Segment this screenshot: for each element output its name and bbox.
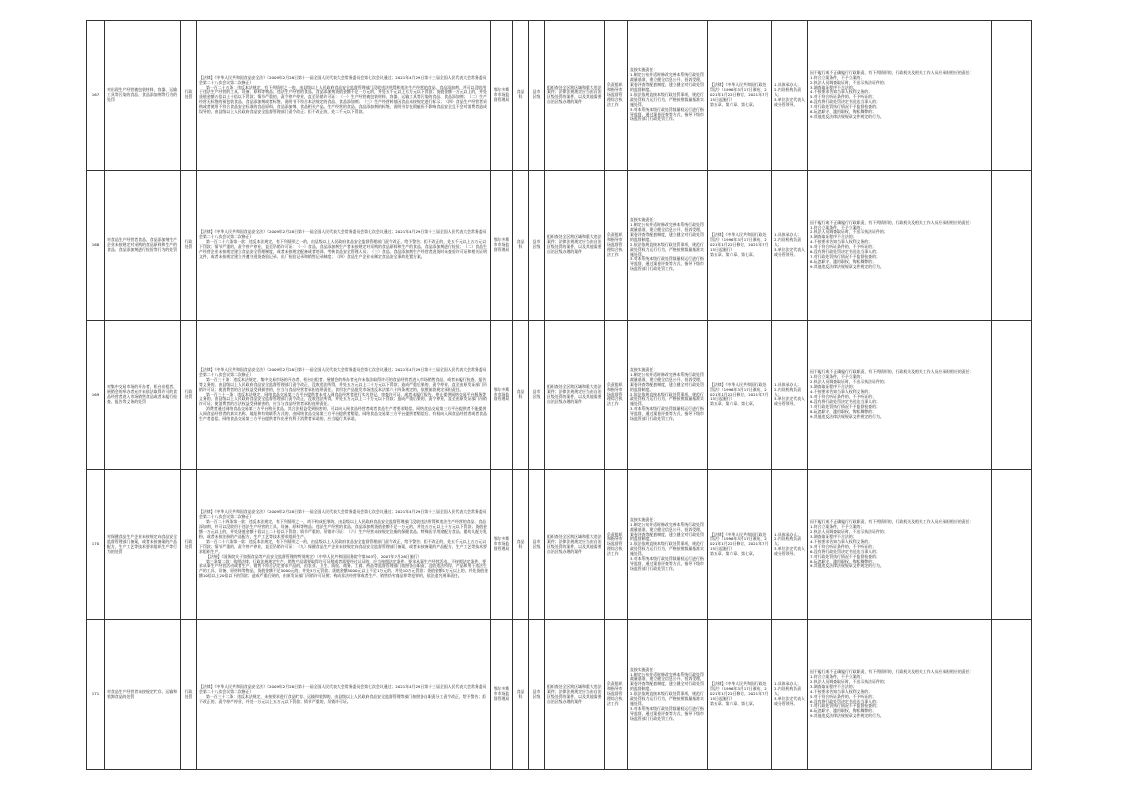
item-name-cell: 对集中交易市场的开办者、柜台出租者、展销会的举办者允许未依法取得许可的食品经营者进入市场销售食品或者未履行检查、报告等义务的处罚 [105, 320, 181, 470]
paragraph: 3.调查取证程序不合法的； [810, 683, 857, 689]
paragraph: 【法律】《中华人民共和国食品安全法》（2009年2月28日第十一届全国人民代表大会常务委员会第七次会议通过；2021年4月29日第十三届全国人民代表大会常务委员会第二十八次会议第二次修正） [199, 367, 487, 377]
paragraph: 因不履行或不正确履行行政职责，有下列情形的，行政机关及相关工作人员应承担相应的责任： [810, 369, 974, 375]
paragraph: 2.内设机构负责人； [774, 236, 802, 247]
paragraph: 1.具体承办人； [774, 82, 802, 88]
paragraph: 8.玩忽职守、滥用职权、徇私舞弊的； [810, 408, 876, 414]
paragraph: 7.对行政处罚执行情况不予监督检查的； [810, 403, 880, 409]
department-cell: 鄂尔多斯市市场监督管理局 [491, 620, 513, 770]
scope-cell: 组织查处全区跨区域和重大违法案件；法律法规规定应当由自治区级处罚的案件，以及其他需要自治区级办理的案件 [545, 170, 605, 320]
paragraph: 8.玩忽职守、滥用职权、徇私舞弊的； [810, 109, 876, 115]
paragraph: 6.没有将行政处罚决定书送达当事人的； [810, 548, 880, 554]
level-cell: 县市区级 [529, 470, 545, 620]
paragraph: 3.单位法定代表人或分管领导。 [774, 546, 805, 557]
paragraph: 2.依法依规直接本级行政处罚事项，规范行政处罚权力运行行为，严格按照裁量基准实施处罚。 [630, 241, 704, 257]
paragraph: 2.内设机构负责人； [774, 536, 802, 547]
subject-cell: 负责组织和指导市场监督管理综合执法工作 [605, 470, 628, 620]
paragraph: 1.具体承办人； [774, 681, 802, 687]
item-category-cell: 行政处罚 [181, 620, 197, 770]
responsible-persons-cell [772, 170, 808, 320]
legal-basis-cell [197, 620, 491, 770]
table-row [87, 470, 1032, 620]
accountability-basis-cell [708, 320, 772, 470]
paragraph: 2.依法依规直接本级行政处罚事项，规范行政处罚权力运行行为，严格按照裁量基准实施处罚。 [630, 541, 704, 557]
paragraph: 直接实施责任： [630, 516, 658, 522]
duty-cell [628, 620, 708, 770]
liability-items-cell [808, 620, 992, 770]
paragraph: 第五章、第六章、第七章。 [710, 401, 757, 407]
scope-cell: 组织查处全区跨区域和重大违法案件；法律法规规定应当由自治区级处罚的案件，以及其他需要自治区级办理的案件 [545, 320, 605, 470]
remarks-cell [992, 620, 1032, 770]
liability-items-cell [808, 320, 992, 470]
paragraph: 第一百三十二条：违反本法规定，未按要求进行食品贮存、运输和装卸的，由县级以上人民政府食品安全监督管理等部门按照各自职责分工责令改正，给予警告；拒不改正的，责令停产停业，并处一万元以上五万元以下罚款；情节严重的，吊销许可证。 [199, 693, 487, 704]
paragraph: 1.制定公布并适时修改完善本系统行政处罚裁量基准，建立健全信息公开、投诉受理、案卷评查等配套制度，建立健全对行政处罚的监督制度。 [630, 72, 704, 93]
paragraph: 直接实施责任： [630, 67, 658, 73]
department-cell: 鄂尔多斯市市场监督管理局 [491, 170, 513, 320]
paragraph: 8.玩忽职守、滥用职权、徇私舞弊的； [810, 558, 876, 564]
paragraph: 4.不按要求告知当事人权利义务的； [810, 239, 873, 245]
paragraph: 9.其他违反法律法规规章文件规定的行为。 [810, 413, 884, 419]
paragraph: 1.制定公布并适时修改完善本系统行政处罚裁量基准，建立健全信息公开、投诉受理、案卷评查等配套制度，建立健全对行政处罚的监督制度。 [630, 222, 704, 242]
duty-cell [628, 320, 708, 470]
paragraph: 5.对于符合听证条件的，不予听证的； [810, 543, 876, 549]
paragraph: 7.对行政处罚执行情况不予监督检查的； [810, 553, 880, 559]
accountability-basis-cell [708, 170, 772, 320]
paragraph: 第一百二十六条第一款：违反本法规定，有下列情形之一的，由县级以上人民政府食品安全监督管理部门责令改正，给予警告；拒不改正的，处五千元以上五万元以下罚款；情节严重的，责令停产停业，直至吊销许可证：（九）保健食品生产企业未按规定向食品安全监督管理部门备案，或者未按备案的产品配方、生产工艺等技术要求组织生产。 [199, 538, 487, 554]
paragraph: 第一百二十五条：违反本法规定，有下列情形之一的，由县级以上人民政府食品安全监督管理部门没收违法所得和违法生产经营的食品、食品添加剂，并可以没收用于违法生产经营的工具、设备、原料等物品；违法生产经营的食品、食品添加剂货值金额不足一万元的，并处五千元以上五万元以下罚款；货值金额一万元以上的，并处货值金额五倍以上十倍以下罚款；情节严重的，责令停产停业，直至吊销许可证：（一）生产经营被包装材料、容器、运输工具等污染的食品、食品添加剂；（二）生产经营无标签的预包装食品、食品添加剂或者标签、说明书不符合本法规定的食品、食品添加剂；（三）生产经营转基因食品未按规定进行标示；（四）食品生产经营者采购或者使用不符合食品安全标准的食品原料、食品添加剂、食品相关产品。生产经营的食品、食品添加剂的标签、说明书存在瑕疵但不影响食品安全且不会对消费者造成误导的，由县级以上人民政府食品安全监督管理部门责令改正；拒不改正的，处二千元以下罚款。 [199, 84, 487, 115]
paragraph: 7.对行政处罚执行情况不予监督检查的； [810, 104, 880, 110]
liability-items-cell [808, 470, 992, 620]
department-cell: 鄂尔多斯市市场监督管理局 [491, 470, 513, 620]
subject-cell: 负责组织和指导市场监督管理综合执法工作 [605, 170, 628, 320]
paragraph: 6.没有将行政处罚决定书送达当事人的； [810, 398, 880, 404]
duty-cell [628, 470, 708, 620]
scope-cell: 组织查处全区跨区域和重大违法案件；法律法规规定应当由自治区级处罚的案件，以及其他需要自治区级办理的案件 [545, 470, 605, 620]
responsible-persons-cell [772, 620, 808, 770]
paragraph: 直接实施责任： [630, 367, 658, 372]
paragraph: 第五章、第六章、第七章。 [710, 101, 757, 107]
paragraph: 4.不按要求告知当事人权利义务的； [810, 538, 873, 544]
paragraph: 3.对本系统本级行政处罚裁量权运行进行指导监督，通过案卷评查等方式，指导下级市场监管部门行政处罚工作。 [630, 406, 704, 422]
paragraph: 1.符合立案条件，不予立案的； [810, 74, 865, 80]
paragraph: 9.其他违反法律法规规章文件规定的行为。 [810, 263, 884, 269]
paragraph: 2.依法依规直接本级行政处罚事项，规范行政处罚权力运行行为，严格按照裁量基准实施处罚。 [630, 91, 704, 107]
remarks-cell [992, 170, 1032, 320]
paragraph: 1.具体承办人； [774, 381, 802, 387]
subject-cell: 负责组织和指导市场监督管理综合执法工作 [605, 620, 628, 770]
subject-cell: 负责组织和指导市场监督管理综合执法工作 [605, 21, 628, 171]
row-number-cell: 170 [87, 470, 105, 620]
responsible-persons-cell [772, 470, 808, 620]
paragraph: 因不履行或不正确履行行政职责，有下列情形的，行政机关及相关工作人员应承担相应的责任： [810, 669, 974, 675]
paragraph: 3.单位法定代表人或分管领导。 [774, 246, 805, 257]
paragraph: 【法律】《中华人民共和国行政处罚法》（1996年3月17日颁布，2021年1月22日修订，2021年7月15日起施行） [710, 681, 769, 702]
paragraph: 1.制定公布并适时修改完善本系统行政处罚裁量基准，建立健全信息公开、投诉受理、案卷评查等配套制度，建立健全对行政处罚的监督制度。 [630, 371, 704, 392]
liability-items-cell [808, 21, 992, 171]
paragraph: 5.对于符合听证条件的，不予听证的； [810, 393, 876, 399]
accountability-basis-cell [708, 21, 772, 171]
accountability-basis-cell [708, 470, 772, 620]
item-name-cell: 对保健食品生产企业未按规定向食品安全监督管理部门备案，或者未按备案的产品配方、生产工艺等技术要求组织生产等行为的处罚 [105, 470, 181, 620]
office-cell: 食品科 [513, 320, 529, 470]
scope-cell: 组织查处全区跨区域和重大违法案件；法律法规规定应当由自治区级处罚的案件，以及其他需要自治区级办理的案件 [545, 620, 605, 770]
paragraph: 5.对于符合听证条件的，不予听证的； [810, 693, 876, 699]
duty-cell [628, 170, 708, 320]
level-cell: 县市区级 [529, 170, 545, 320]
subject-cell: 负责组织和指导市场监督管理综合执法工作 [605, 320, 628, 470]
paragraph: 8.玩忽职守、滥用职权、徇私舞弊的； [810, 258, 876, 264]
paragraph: 3.调查取证程序不合法的； [810, 384, 857, 390]
paragraph: 1.符合立案条件，不予立案的； [810, 224, 865, 230]
paragraph: 【法律】《中华人民共和国食品安全法》（2009年2月28日第十一届全国人民代表大会常务委员会第七次会议通过；2021年4月29日第十三届全国人民代表大会常务委员会第二十八次会议第二次修正） [199, 229, 487, 240]
item-name-cell: 对食品生产经营者未按规定贮存、运输和装卸食品的处罚 [105, 620, 181, 770]
table-row [87, 620, 1032, 770]
paragraph: 5.对于符合听证条件的，不予听证的； [810, 94, 876, 100]
remarks-cell [992, 320, 1032, 470]
paragraph: 1.制定公布并适时修改完善本系统行政处罚裁量基准，建立健全信息公开、投诉受理、案卷评查等配套制度，建立健全对行政处罚的监督制度。 [630, 671, 704, 692]
remarks-cell [992, 470, 1032, 620]
duty-cell [628, 21, 708, 171]
remarks-cell [992, 21, 1032, 171]
paragraph: 第三条第二款：依照法律、行政法规规定生产、销售产品需要取得许可证照或者需要经过认证的，应当按照法定条件、要求从事生产经营活动。不按照法定条件、要求从事生产经营活动或者生产、销售不符合法定要求产品的，由农业、卫生、质检、商务、工商、药品等监督管理部门依照各自职责，没收违法所得、产品和用于违法生产的工具、设备、原材料等物品，货值金额不足5000元的，并处5万元罚款；货值金额5000元以上不足1万元的，并处10万元罚款；货值金额1万元以上的，并处货值金额10倍以上20倍以下的罚款；造成严重后果的，由原发证部门吊销许可证照；构成非法经营罪或者生产、销售伪劣商品罪等犯罪的，依法追究刑事责任。 [199, 558, 488, 579]
paragraph: 3.对本系统本级行政处罚裁量权运行进行指导监督，通过案卷评查等方式，指导下级市场监管部门行政处罚工作。 [630, 556, 704, 571]
paragraph: 【法律】《中华人民共和国行政处罚法》（1996年3月17日颁布，2021年1月22日修订，2021年7月15日起施行） [710, 82, 769, 102]
item-category-cell: 行政处罚 [181, 470, 197, 620]
paragraph: 7.对行政处罚执行情况不予监督检查的； [810, 254, 880, 259]
office-cell: 食品科 [513, 620, 529, 770]
office-cell: 食品科 [513, 170, 529, 320]
power-list-table [86, 20, 1032, 770]
paragraph: 2.执法人员调查取证时，不出示执法证件的； [810, 529, 888, 535]
paragraph: 直接实施责任： [630, 666, 658, 672]
paragraph: 3.单位法定代表人或分管领导。 [774, 96, 805, 107]
paragraph: 【法律】《中华人民共和国行政处罚法》（1996年3月17日颁布，2021年1月22日修订，2021年7月15日起施行） [710, 381, 769, 402]
paragraph: 6.没有将行政处罚决定书送达当事人的； [810, 698, 880, 704]
paragraph: 3.对本系统本级行政处罚裁量权运行进行指导监督，通过案卷评查等方式，指导下级市场监管部门行政处罚工作。 [630, 705, 704, 721]
paragraph: 【法律】《中华人民共和国食品安全法》（2009年2月28日第十一届全国人民代表大会常务委员会第七次会议通过；2021年4月29日第十三届全国人民代表大会常务委员会第二十八次会议第二次修正） [199, 683, 487, 694]
row-number-cell: 171 [87, 620, 105, 770]
paragraph: 2.执法人员调查取证时，不出示执法证件的； [810, 229, 888, 235]
paragraph: 第一百二十四条第一款：违反本法规定，有下列情形之一，尚不构成犯罪的，由县级以上人民政府食品安全监督管理部门没收违法所得和违法生产经营的食品、食品添加剂，并可以没收用于违法生产经营的工具、设备、原料等物品；违法生产经营的食品、食品添加剂货值金额不足一万元的，并处五万元以上十万元以下罚款；货值金额一万元以上的，并处货值金额十倍以上二十倍以下罚款；情节严重的，吊销许可证：（六）生产经营未按规定注册的保健食品、特殊医学用途配方食品、婴幼儿配方乳粉，或者未按注册的产品配方、生产工艺等技术要求组织生产。 [199, 519, 487, 539]
paragraph: 【法律】《中华人民共和国行政处罚法》（1996年3月17日颁布，2021年1月22日修订，2021年7月15日起施行） [710, 231, 769, 252]
paragraph: 【法律】《中华人民共和国食品安全法》（2009年2月28日第十一届全国人民代表大会常务委员会第七次会议通过；2021年4月29日第十三届全国人民代表大会常务委员会第二十八次会议第二次修正） [199, 509, 487, 520]
legal-basis-cell [197, 470, 491, 620]
paragraph: 3.对本系统本级行政处罚裁量权运行进行指导监督，通过案卷评查等方式，指导下级市场监管部门行政处罚工作。 [630, 256, 704, 272]
paragraph: 第五章、第六章、第七章。 [710, 700, 757, 706]
table-body [87, 21, 1032, 770]
paragraph: 3.单位法定代表人或分管领导。 [774, 696, 805, 706]
paragraph: 第五章、第六章、第七章。 [710, 251, 757, 257]
paragraph: 9.其他违反法律法规规章文件规定的行为。 [810, 713, 884, 719]
paragraph: 2.内设机构负责人； [774, 87, 802, 97]
paragraph: 1.制定公布并适时修改完善本系统行政处罚裁量基准，建立健全信息公开、投诉受理、案卷评查等配套制度，建立健全对行政处罚的监督制度。 [630, 521, 704, 542]
department-cell: 鄂尔多斯市市场监督管理局 [491, 320, 513, 470]
office-cell: 食品科 [513, 470, 529, 620]
paragraph: 7.对行政处罚执行情况不予监督检查的； [810, 703, 880, 709]
row-number-cell: 168 [87, 170, 105, 320]
paragraph: 1.具体承办人； [774, 531, 802, 537]
paragraph: 2.依法依规直接本级行政处罚事项，规范行政处罚权力运行行为，严格按照裁量基准实施处罚。 [630, 391, 704, 407]
paragraph: 4.不按要求告知当事人权利义务的； [810, 389, 873, 395]
paragraph: 【法律】《中华人民共和国食品安全法》（2009年2月28日第十一届全国人民代表大会常务委员会第七次会议通过；2021年4月29日第十三届全国人民代表大会常务委员会第二十八次会议第二次修正） [199, 74, 487, 85]
paragraph: 因不履行或不正确履行行政职责，有下列情形的，行政机关及相关工作人员应承担相应的责任： [810, 69, 974, 75]
row-number-cell: 169 [87, 320, 105, 470]
item-category-cell: 行政处罚 [181, 21, 197, 171]
paragraph: 因不履行或不正确履行行政职责，有下列情形的，行政机关及相关工作人员应承担相应的责任： [810, 219, 974, 225]
paragraph: 2.内设机构负责人； [774, 686, 802, 697]
table-row [87, 170, 1032, 320]
accountability-basis-cell [708, 620, 772, 770]
paragraph: 3.对本系统本级行政处罚裁量权运行进行指导监督，通过案卷评查等方式，指导下级市场监管部门行政处罚工作。 [630, 106, 704, 122]
paragraph: 8.玩忽职守、滥用职权、徇私舞弊的； [810, 708, 876, 714]
paragraph: 6.没有将行政处罚决定书送达当事人的； [810, 249, 880, 255]
paragraph: 3.调查取证程序不合法的； [810, 533, 857, 539]
paragraph: 2.执法人员调查取证时，不出示执法证件的； [810, 379, 888, 385]
liability-items-cell [808, 170, 992, 320]
responsible-persons-cell [772, 21, 808, 171]
item-category-cell: 行政处罚 [181, 170, 197, 320]
responsible-persons-cell [772, 320, 808, 470]
table-row [87, 21, 1032, 171]
table-row [87, 320, 1032, 470]
paragraph: 【法律】《中华人民共和国行政处罚法》（1996年3月17日颁布，2021年1月22日修订，2021年7月15日起施行） [710, 531, 769, 552]
paragraph: 因不履行或不正确履行行政职责，有下列情形的，行政机关及相关工作人员应承担相应的责任： [810, 519, 974, 525]
department-cell: 鄂尔多斯市市场监督管理局 [491, 21, 513, 171]
legal-basis-cell [197, 170, 491, 320]
paragraph: 第一百三十一条：违反本法规定，网络食品交易第三方平台提供者未对入网食品经营者进行实名登记、审查许可证，或者未履行报告、停止提供网络交易平台服务等义务的，由县级以上人民政府食品安全监督管理部门责令改正，没收违法所得，并处五万元以上二十万元以下罚款；造成严重后果的，责令停业，直至由原发证部门吊销许可证；使消费者的合法权益受到损害的，应当与食品经营者承担连带责任。 [199, 391, 487, 407]
paragraph: 2.内设机构负责人； [774, 386, 802, 397]
paragraph: 第五章、第六章、第七章。 [710, 551, 757, 557]
paragraph: 第一百三十条：违反本法规定，集中交易市场的开办者、柜台出租者、展销会的举办者允许未依法取得许可的食品经营者进入市场销售食品，或者未履行检查、报告等义务的，由县级以上人民政府食品安全监督管理部门责令改正，没收违法所得，并处五万元以上二十万元以下罚款；造成严重后果的，责令停业，直至由原发证部门吊销许可证；使消费者的合法权益受到损害的，应当与食品经营者承担连带责任。食用农产品批发市场违反本法第六十四条规定的，依照前款规定承担责任。 [199, 376, 487, 392]
paragraph: 3.调查取证程序不合法的； [810, 84, 857, 90]
paragraph: 1.具体承办人； [774, 231, 802, 237]
item-category-cell: 行政处罚 [181, 320, 197, 470]
paragraph: 2.执法人员调查取证时，不出示执法证件的； [810, 678, 888, 684]
paragraph: 直接实施责任： [630, 217, 658, 223]
paragraph: 9.其他违反法律法规规章文件规定的行为。 [810, 114, 884, 120]
office-cell: 食品科 [513, 21, 529, 171]
scope-cell: 组织查处全区跨区域和重大违法案件；法律法规规定应当由自治区级处罚的案件，以及其他需要自治区级办理的案件 [545, 21, 605, 171]
item-name-cell: 对出现生产经营被包装材料、容器、运输工具等污染的食品、食品添加剂等行为的处罚 [105, 21, 181, 171]
paragraph: 4.不按要求告知当事人权利义务的； [810, 688, 873, 694]
paragraph: 消费者通过网络食品交易第三方平台购买食品，其合法权益受到损害的，可以向入网食品经营者或者食品生产者要求赔偿。网络食品交易第三方平台提供者不能提供入网食品经营者的真实名称、地址和有效联系方式的，由网络食品交易第三方平台提供者赔偿。网络食品交易第三方平台提供者赔偿后，有权向入网食品经营者或者食品生产者追偿。网络食品交易第三方平台提供者作出更有利于消费者承诺的，应当履行其承诺。 [199, 406, 487, 422]
level-cell: 县市区级 [529, 320, 545, 470]
item-name-cell: 对食品生产经营者食品、食品添加剂生产企业未按规定对采购的食品原料和生产的食品、食品添加剂进行检验等行为的处罚 [105, 170, 181, 320]
legal-basis-cell [197, 21, 491, 171]
paragraph: 2.执法人员调查取证时，不出示执法证件的； [810, 79, 888, 85]
level-cell: 县市区级 [529, 21, 545, 171]
row-number-cell: 167 [87, 21, 105, 171]
paragraph: 6.没有将行政处罚决定书送达当事人的； [810, 99, 880, 105]
paragraph: 1.符合立案条件，不予立案的； [810, 673, 865, 679]
paragraph: 【法规】《国务院关于加强食品等产品安全监督管理的特别规定》（中华人民共和国国务院令第503号，2007年7月26日施行） [206, 553, 422, 559]
paragraph: 4.不按要求告知当事人权利义务的； [810, 89, 873, 95]
paragraph: 5.对于符合听证条件的，不予听证的； [810, 244, 876, 250]
legal-basis-cell [197, 320, 491, 470]
paragraph: 3.调查取证程序不合法的； [810, 234, 857, 240]
paragraph: 9.其他违反法律法规规章文件规定的行为。 [810, 563, 884, 569]
level-cell: 县市区级 [529, 620, 545, 770]
paragraph: 1.符合立案条件，不予立案的； [810, 374, 865, 380]
paragraph: 第一百二十六条第一款：违反本法规定，有下列情形之一的，由县级以上人民政府食品安全监督管理部门责令改正，给予警告；拒不改正的，处五千元以上五万元以下罚款；情节严重的，责令停产停业，直至吊销许可证：（一）食品、食品添加剂生产者未按规定对采购的食品原料和生产的食品、食品添加剂进行检验；（二）食品生产经营企业未按规定建立食品安全管理制度，或者未按规定配备或者培训、考核食品安全管理人员；（三）食品、食品添加剂生产经营者进货时未查验许可证和相关证明文件，或者未按规定建立并遵守进货查验记录、出厂检验记录和销售记录制度；（四）食品生产企业未制定食品安全事故处置方案。 [199, 239, 487, 259]
paragraph: 3.单位法定代表人或分管领导。 [774, 396, 805, 407]
paragraph: 2.依法依规直接本级行政处罚事项，规范行政处罚权力运行行为，严格按照裁量基准实施处罚。 [630, 691, 704, 706]
paragraph: 1.符合立案条件，不予立案的； [810, 524, 865, 530]
